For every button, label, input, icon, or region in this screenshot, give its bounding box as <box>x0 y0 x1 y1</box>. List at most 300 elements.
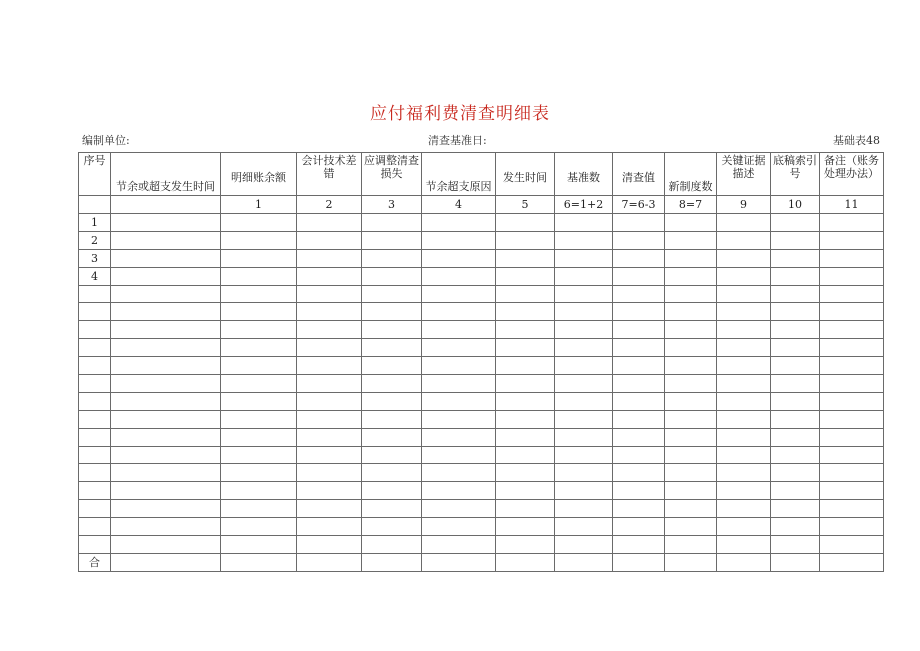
table-cell <box>613 536 665 554</box>
table-cell <box>111 303 221 321</box>
table-cell <box>665 339 717 357</box>
table-cell <box>362 285 422 303</box>
table-row <box>79 249 884 267</box>
table-cell <box>771 446 820 464</box>
table-cell <box>717 536 771 554</box>
table-cell <box>422 214 496 232</box>
table-cell <box>221 231 297 249</box>
table-cell <box>221 321 297 339</box>
table-cell <box>362 482 422 500</box>
table-cell <box>221 518 297 536</box>
col-index: 5 <box>496 196 555 214</box>
table-cell <box>771 339 820 357</box>
table-cell <box>613 285 665 303</box>
table-cell <box>820 446 884 464</box>
table-cell <box>496 339 555 357</box>
total-row <box>79 553 884 571</box>
table-cell <box>221 428 297 446</box>
table-cell <box>665 518 717 536</box>
row-number <box>79 392 111 410</box>
col-index: 9 <box>717 196 771 214</box>
table-cell <box>665 375 717 393</box>
table-cell <box>422 553 496 571</box>
table-cell <box>717 553 771 571</box>
table-cell <box>297 410 362 428</box>
table-cell <box>422 446 496 464</box>
table-cell <box>362 231 422 249</box>
col-header: 备注（账务处理办法） <box>820 153 884 196</box>
table-row <box>79 518 884 536</box>
table-cell <box>422 518 496 536</box>
table-cell <box>362 321 422 339</box>
table-cell <box>555 518 613 536</box>
table-cell <box>771 231 820 249</box>
table-cell <box>297 392 362 410</box>
table-cell <box>717 249 771 267</box>
table-row <box>79 339 884 357</box>
col-index: 8=7 <box>665 196 717 214</box>
table-cell <box>111 428 221 446</box>
table-cell <box>613 375 665 393</box>
table-cell <box>717 267 771 285</box>
table-cell <box>297 214 362 232</box>
table-cell <box>221 500 297 518</box>
table-cell <box>362 553 422 571</box>
table-cell <box>717 231 771 249</box>
table-cell <box>717 446 771 464</box>
table-cell <box>665 410 717 428</box>
table-cell <box>362 518 422 536</box>
table-cell <box>820 392 884 410</box>
table-cell <box>221 482 297 500</box>
row-number <box>79 357 111 375</box>
table-cell <box>771 553 820 571</box>
table-cell <box>362 267 422 285</box>
col-index <box>111 196 221 214</box>
table-cell <box>613 518 665 536</box>
table-cell <box>111 214 221 232</box>
table-cell <box>555 339 613 357</box>
table-cell <box>771 375 820 393</box>
table-cell <box>717 285 771 303</box>
table-cell <box>771 392 820 410</box>
table-cell <box>771 536 820 554</box>
table-row <box>79 214 884 232</box>
table-cell <box>362 392 422 410</box>
table-cell <box>665 500 717 518</box>
table-cell <box>221 303 297 321</box>
table-cell <box>613 231 665 249</box>
col-index: 2 <box>297 196 362 214</box>
table-cell <box>297 518 362 536</box>
table-cell <box>555 464 613 482</box>
table-cell <box>665 214 717 232</box>
table-cell <box>111 482 221 500</box>
row-number <box>79 428 111 446</box>
col-index <box>79 196 111 214</box>
table-cell <box>496 392 555 410</box>
table-row <box>79 231 884 249</box>
col-index: 3 <box>362 196 422 214</box>
table-cell <box>297 357 362 375</box>
table-row <box>79 536 884 554</box>
table-cell <box>362 410 422 428</box>
table-row <box>79 321 884 339</box>
row-number <box>79 339 111 357</box>
table-cell <box>665 446 717 464</box>
table-cell <box>111 321 221 339</box>
table-cell <box>771 285 820 303</box>
table-cell <box>496 375 555 393</box>
table-row <box>79 267 884 285</box>
table-cell <box>555 321 613 339</box>
table-cell <box>555 500 613 518</box>
col-header: 清查值 <box>613 153 665 196</box>
col-header: 底稿索引号 <box>771 153 820 196</box>
table-cell <box>717 321 771 339</box>
table-cell <box>111 249 221 267</box>
table-cell <box>362 500 422 518</box>
col-index: 10 <box>771 196 820 214</box>
table-row <box>79 357 884 375</box>
table-cell <box>111 500 221 518</box>
table-cell <box>771 214 820 232</box>
table-cell <box>717 464 771 482</box>
table-cell <box>613 392 665 410</box>
row-number <box>79 303 111 321</box>
table-code: 基础表48 <box>833 134 880 147</box>
table-cell <box>111 339 221 357</box>
table-cell <box>820 553 884 571</box>
table-cell <box>665 357 717 375</box>
row-number <box>79 518 111 536</box>
table-row <box>79 285 884 303</box>
table-row <box>79 464 884 482</box>
table-cell <box>820 536 884 554</box>
table-cell <box>555 428 613 446</box>
table-cell <box>717 392 771 410</box>
table-row <box>79 303 884 321</box>
table-cell <box>221 267 297 285</box>
table-cell <box>362 536 422 554</box>
table-cell <box>297 500 362 518</box>
table-cell <box>111 518 221 536</box>
table-cell <box>496 214 555 232</box>
table-cell <box>665 536 717 554</box>
col-index: 4 <box>422 196 496 214</box>
table-cell <box>422 231 496 249</box>
table-cell <box>422 410 496 428</box>
row-number <box>79 536 111 554</box>
row-number <box>79 500 111 518</box>
table-cell <box>820 214 884 232</box>
col-header: 基准数 <box>555 153 613 196</box>
table-row <box>79 428 884 446</box>
table-cell <box>422 339 496 357</box>
table-cell <box>613 464 665 482</box>
table-cell <box>297 446 362 464</box>
table-cell <box>111 536 221 554</box>
table-cell <box>717 518 771 536</box>
table-cell <box>221 464 297 482</box>
table-cell <box>221 357 297 375</box>
col-header: 序号 <box>79 153 111 196</box>
header-row <box>79 153 884 196</box>
table-row <box>79 482 884 500</box>
table-cell <box>496 446 555 464</box>
table-cell <box>111 375 221 393</box>
table-cell <box>555 357 613 375</box>
table-cell <box>221 375 297 393</box>
table-cell <box>496 464 555 482</box>
table-cell <box>362 339 422 357</box>
table-cell <box>717 357 771 375</box>
table-cell <box>665 231 717 249</box>
table-cell <box>297 321 362 339</box>
table-cell <box>111 285 221 303</box>
row-number <box>79 482 111 500</box>
table-cell <box>111 410 221 428</box>
table-cell <box>496 267 555 285</box>
table-cell <box>555 553 613 571</box>
table-cell <box>221 553 297 571</box>
table-cell <box>422 500 496 518</box>
table-cell <box>665 464 717 482</box>
table-cell <box>820 357 884 375</box>
col-header: 明细账余额 <box>221 153 297 196</box>
table-cell <box>771 267 820 285</box>
row-number <box>79 285 111 303</box>
table-cell <box>555 303 613 321</box>
table-cell <box>297 464 362 482</box>
table-cell <box>771 518 820 536</box>
table-cell <box>422 303 496 321</box>
table-cell <box>820 267 884 285</box>
row-number: 1 <box>79 214 111 232</box>
row-number <box>79 410 111 428</box>
table-cell <box>555 410 613 428</box>
table-cell <box>496 536 555 554</box>
table-cell <box>613 553 665 571</box>
table-cell <box>717 375 771 393</box>
table-cell <box>613 321 665 339</box>
table-cell <box>297 303 362 321</box>
table-cell <box>665 392 717 410</box>
table-cell <box>422 392 496 410</box>
table-cell <box>362 214 422 232</box>
table-cell <box>297 231 362 249</box>
table-cell <box>665 249 717 267</box>
row-number <box>79 375 111 393</box>
table-cell <box>820 231 884 249</box>
col-header: 会计技术差错 <box>297 153 362 196</box>
unit-label: 编制单位: <box>82 134 130 147</box>
table-cell <box>555 482 613 500</box>
table-cell <box>496 357 555 375</box>
table-cell <box>362 375 422 393</box>
col-header: 应调整清查损失 <box>362 153 422 196</box>
table-cell <box>221 536 297 554</box>
table-cell <box>613 482 665 500</box>
table-cell <box>717 500 771 518</box>
table-cell <box>362 357 422 375</box>
table-cell <box>221 339 297 357</box>
table-cell <box>820 500 884 518</box>
table-cell <box>771 464 820 482</box>
table-cell <box>665 303 717 321</box>
table-cell <box>111 357 221 375</box>
col-index: 11 <box>820 196 884 214</box>
table-cell <box>362 303 422 321</box>
table-cell <box>297 482 362 500</box>
table-cell <box>613 410 665 428</box>
table-cell <box>665 482 717 500</box>
table-cell <box>820 518 884 536</box>
table-cell <box>555 231 613 249</box>
table-cell <box>717 303 771 321</box>
table-cell <box>422 428 496 446</box>
index-row <box>79 196 884 214</box>
table-cell <box>820 321 884 339</box>
col-header: 关键证据描述 <box>717 153 771 196</box>
table-cell <box>221 214 297 232</box>
table-cell <box>111 267 221 285</box>
col-index: 7=6-3 <box>613 196 665 214</box>
table-cell <box>665 428 717 446</box>
table-cell <box>111 464 221 482</box>
col-index: 6=1+2 <box>555 196 613 214</box>
table-cell <box>555 214 613 232</box>
detail-table <box>78 152 884 572</box>
table-cell <box>297 339 362 357</box>
table-cell <box>111 446 221 464</box>
table-cell <box>820 339 884 357</box>
table-cell <box>297 428 362 446</box>
table-cell <box>422 357 496 375</box>
table-cell <box>496 553 555 571</box>
table-cell <box>111 231 221 249</box>
table-cell <box>297 536 362 554</box>
row-number <box>79 464 111 482</box>
page-title: 应付福利费清查明细表 <box>370 104 550 124</box>
table-cell <box>496 321 555 339</box>
table-cell <box>613 303 665 321</box>
table-cell <box>422 536 496 554</box>
row-number: 合 <box>79 553 111 571</box>
table-row <box>79 410 884 428</box>
col-index: 1 <box>221 196 297 214</box>
table-cell <box>111 553 221 571</box>
table-cell <box>820 482 884 500</box>
table-cell <box>496 285 555 303</box>
table-cell <box>362 428 422 446</box>
table-cell <box>771 500 820 518</box>
table-cell <box>221 392 297 410</box>
table-cell <box>555 285 613 303</box>
row-number: 2 <box>79 231 111 249</box>
table-cell <box>496 500 555 518</box>
table-cell <box>555 446 613 464</box>
table-cell <box>422 285 496 303</box>
table-cell <box>496 428 555 446</box>
table-cell <box>820 428 884 446</box>
table-cell <box>221 285 297 303</box>
table-cell <box>820 410 884 428</box>
table-cell <box>771 249 820 267</box>
table-cell <box>613 249 665 267</box>
table-cell <box>771 410 820 428</box>
col-header: 发生时间 <box>496 153 555 196</box>
table-cell <box>820 375 884 393</box>
table-cell <box>496 303 555 321</box>
table-cell <box>297 375 362 393</box>
table-cell <box>297 285 362 303</box>
table-cell <box>613 446 665 464</box>
table-cell <box>221 410 297 428</box>
table-cell <box>717 428 771 446</box>
col-header: 节余或超支发生时间 <box>111 153 221 196</box>
table-cell <box>555 267 613 285</box>
table-cell <box>422 267 496 285</box>
table-cell <box>820 249 884 267</box>
table-cell <box>496 482 555 500</box>
table-cell <box>613 267 665 285</box>
table-cell <box>717 339 771 357</box>
table-cell <box>665 553 717 571</box>
table-cell <box>297 267 362 285</box>
table-cell <box>221 249 297 267</box>
table-cell <box>422 482 496 500</box>
table-cell <box>771 321 820 339</box>
table-cell <box>717 482 771 500</box>
table-cell <box>555 375 613 393</box>
table-cell <box>613 357 665 375</box>
table-cell <box>496 410 555 428</box>
table-cell <box>665 267 717 285</box>
table-cell <box>422 464 496 482</box>
table-cell <box>665 285 717 303</box>
row-number: 3 <box>79 249 111 267</box>
table-cell <box>362 249 422 267</box>
table-cell <box>297 249 362 267</box>
table-cell <box>613 428 665 446</box>
table-cell <box>771 482 820 500</box>
table-cell <box>771 428 820 446</box>
table-cell <box>362 464 422 482</box>
table-cell <box>496 249 555 267</box>
table-cell <box>665 321 717 339</box>
table-cell <box>613 339 665 357</box>
col-header: 新制度数 <box>665 153 717 196</box>
row-number: 4 <box>79 267 111 285</box>
table-row <box>79 392 884 410</box>
col-header: 节余超支原因 <box>422 153 496 196</box>
row-number <box>79 446 111 464</box>
table-cell <box>613 214 665 232</box>
table-cell <box>820 285 884 303</box>
table-row <box>79 446 884 464</box>
table-cell <box>555 536 613 554</box>
table-cell <box>496 518 555 536</box>
table-cell <box>555 249 613 267</box>
table-cell <box>422 321 496 339</box>
table-cell <box>496 231 555 249</box>
row-number <box>79 321 111 339</box>
table-cell <box>717 410 771 428</box>
table-cell <box>771 357 820 375</box>
table-cell <box>820 464 884 482</box>
table-cell <box>111 392 221 410</box>
